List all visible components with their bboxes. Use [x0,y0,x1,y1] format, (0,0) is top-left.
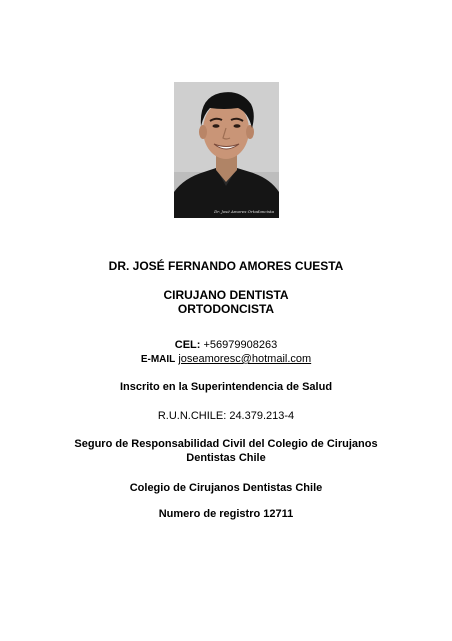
photo-signature: Dr. José Amores Ortodoncista [214,209,274,214]
doctor-name: DR. JOSÉ FERNANDO AMORES CUESTA [108,259,344,273]
run-number: R.U.N.CHILE: 24.379.213-4 [157,410,295,422]
phone-label: CEL: [174,339,201,351]
portrait-illustration [174,82,279,218]
email-link[interactable]: joseamoresc@hotmail.com [178,353,312,365]
specialty-title: ORTODONCISTA [177,302,275,316]
health-registry-statement: Inscrito en la Superintendencia de Salud [119,381,333,393]
email-line [0,353,452,365]
doctor-portrait-photo [174,82,279,218]
phone-value: +56979908263 [203,339,278,351]
registration-number: Numero de registro 12711 [158,508,294,520]
insurance-statement-line2: Dentistas Chile [186,452,266,464]
insurance-statement-line1: Seguro de Responsabilidad Civil del Colegio de Cirujanos [74,438,378,450]
college-name: Colegio de Cirujanos Dentistas Chile [129,482,323,494]
profession-title: CIRUJANO DENTISTA [163,288,289,302]
phone-line [0,339,452,351]
email-label: E-MAIL [140,354,176,365]
